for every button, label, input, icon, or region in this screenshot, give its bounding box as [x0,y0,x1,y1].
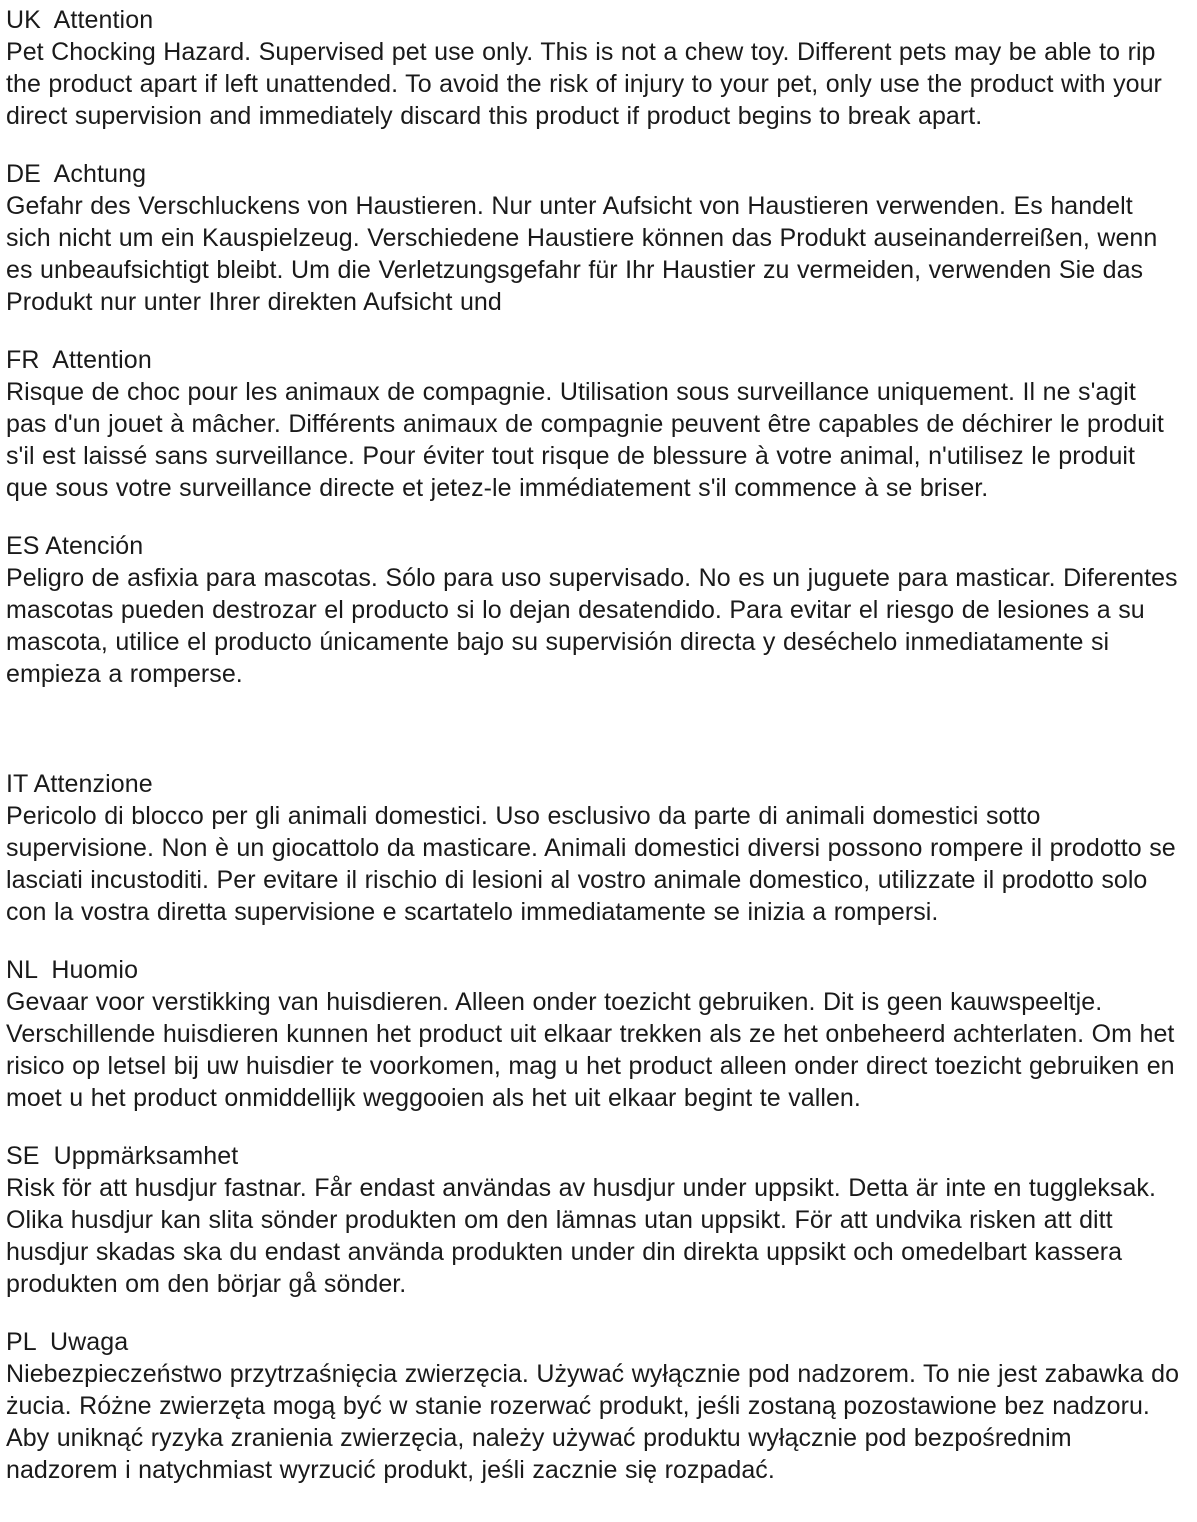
warning-section-fr [6,344,1183,504]
warning-section-it [6,768,1183,928]
section-heading-se: SE Uppmärksamhet [6,1142,239,1170]
section-heading-uk: UK Attention [6,6,154,34]
section-body-de: Gefahr des Verschluckens von Haustieren. Nur unter Aufsicht von Haustieren verwenden. Es handelt sich nicht um ein Kauspielzeug. Verschiedene Haustiere können das Produkt auseinanderreißen, wenn es unbeaufsichtigt bleibt. Um die Verletzungsgefahr für Ihr Haustier zu vermeiden, verwenden Sie das Produkt nur unter Ihrer direkten Aufsicht und [6,192,1158,316]
section-heading-de: DE Achtung [6,160,147,188]
warning-section-de [6,158,1183,318]
warning-section-nl [6,954,1183,1114]
section-heading-pl: PL Uwaga [6,1328,129,1356]
warning-section-se [6,1140,1183,1300]
section-body-es: Peligro de asfixia para mascotas. Sólo para uso supervisado. No es un juguete para masticar. Diferentes mascotas pueden destrozar el producto si lo dejan desatendido. Para evitar el riesgo de lesiones a su mascota, utilice el producto únicamente bajo su supervisión directa y deséchelo inmediatamente si empieza a romperse. [6,564,1178,688]
section-body-pl: Niebezpieczeństwo przytrzaśnięcia zwierzęcia. Używać wyłącznie pod nadzorem. To nie jest zabawka do żucia. Różne zwierzęta mogą być w stanie rozerwać produkt, jeśli zostaną pozostawione bez nadzoru. Aby uniknąć ryzyka zranienia zwierzęcia, należy używać produktu wyłącznie pod bezpośrednim nadzorem i natychmiast wyrzucić produkt, jeśli zacznie się rozpadać. [6,1360,1180,1484]
section-body-uk: Pet Chocking Hazard. Supervised pet use only. This is not a chew toy. Different pets may be able to rip the product apart if left unattended. To avoid the risk of injury to your pet, only use the product with your direct supervision and immediately discard this product if product begins to break apart. [6,38,1162,130]
warning-section-uk [6,4,1183,132]
section-body-nl: Gevaar voor verstikking van huisdieren. Alleen onder toezicht gebruiken. Dit is geen kauwspeeltje. Verschillende huisdieren kunnen het product uit elkaar trekken als ze het onbeheerd achterlaten. Om het risico op letsel bij uw huisdier te voorkomen, mag u het product alleen onder direct toezicht gebruiken en moet u het product onmiddellijk weggooien als het uit elkaar begint te vallen. [6,988,1175,1112]
section-heading-it: IT Attenzione [6,770,153,798]
warning-section-pl [6,1326,1183,1486]
warning-section-es [6,530,1183,690]
section-body-se: Risk för att husdjur fastnar. Får endast användas av husdjur under uppsikt. Detta är inte en tuggleksak. Olika husdjur kan slita sönder produkten om den lämnas utan uppsikt. För att undvika risken att ditt husdjur skadas ska du endast använda produkten under din direkta uppsikt och omedelbart kassera produkten om den börjar gå sönder. [6,1174,1156,1298]
section-body-it: Pericolo di blocco per gli animali domestici. Uso esclusivo da parte di animali domestici sotto supervisione. Non è un giocattolo da masticare. Animali domestici diversi possono rompere il prodotto se lasciati incustoditi. Per evitare il rischio di lesioni al vostro animale domestico, utilizzate il prodotto solo con la vostra diretta supervisione e scartatelo immediatamente se inizia a rompersi. [6,802,1176,926]
section-heading-es: ES Atención [6,532,144,560]
section-heading-fr: FR Attention [6,346,152,374]
section-heading-nl: NL Huomio [6,956,139,984]
section-body-fr: Risque de choc pour les animaux de compagnie. Utilisation sous surveillance uniquement. Il ne s'agit pas d'un jouet à mâcher. Différents animaux de compagnie peuvent être capables de déchirer le produit s'il est laissé sans surveillance. Pour éviter tout risque de blessure à votre animal, n'utilisez le produit que sous votre surveillance directe et jetez-le immédiatement s'il commence à se briser. [6,378,1164,502]
